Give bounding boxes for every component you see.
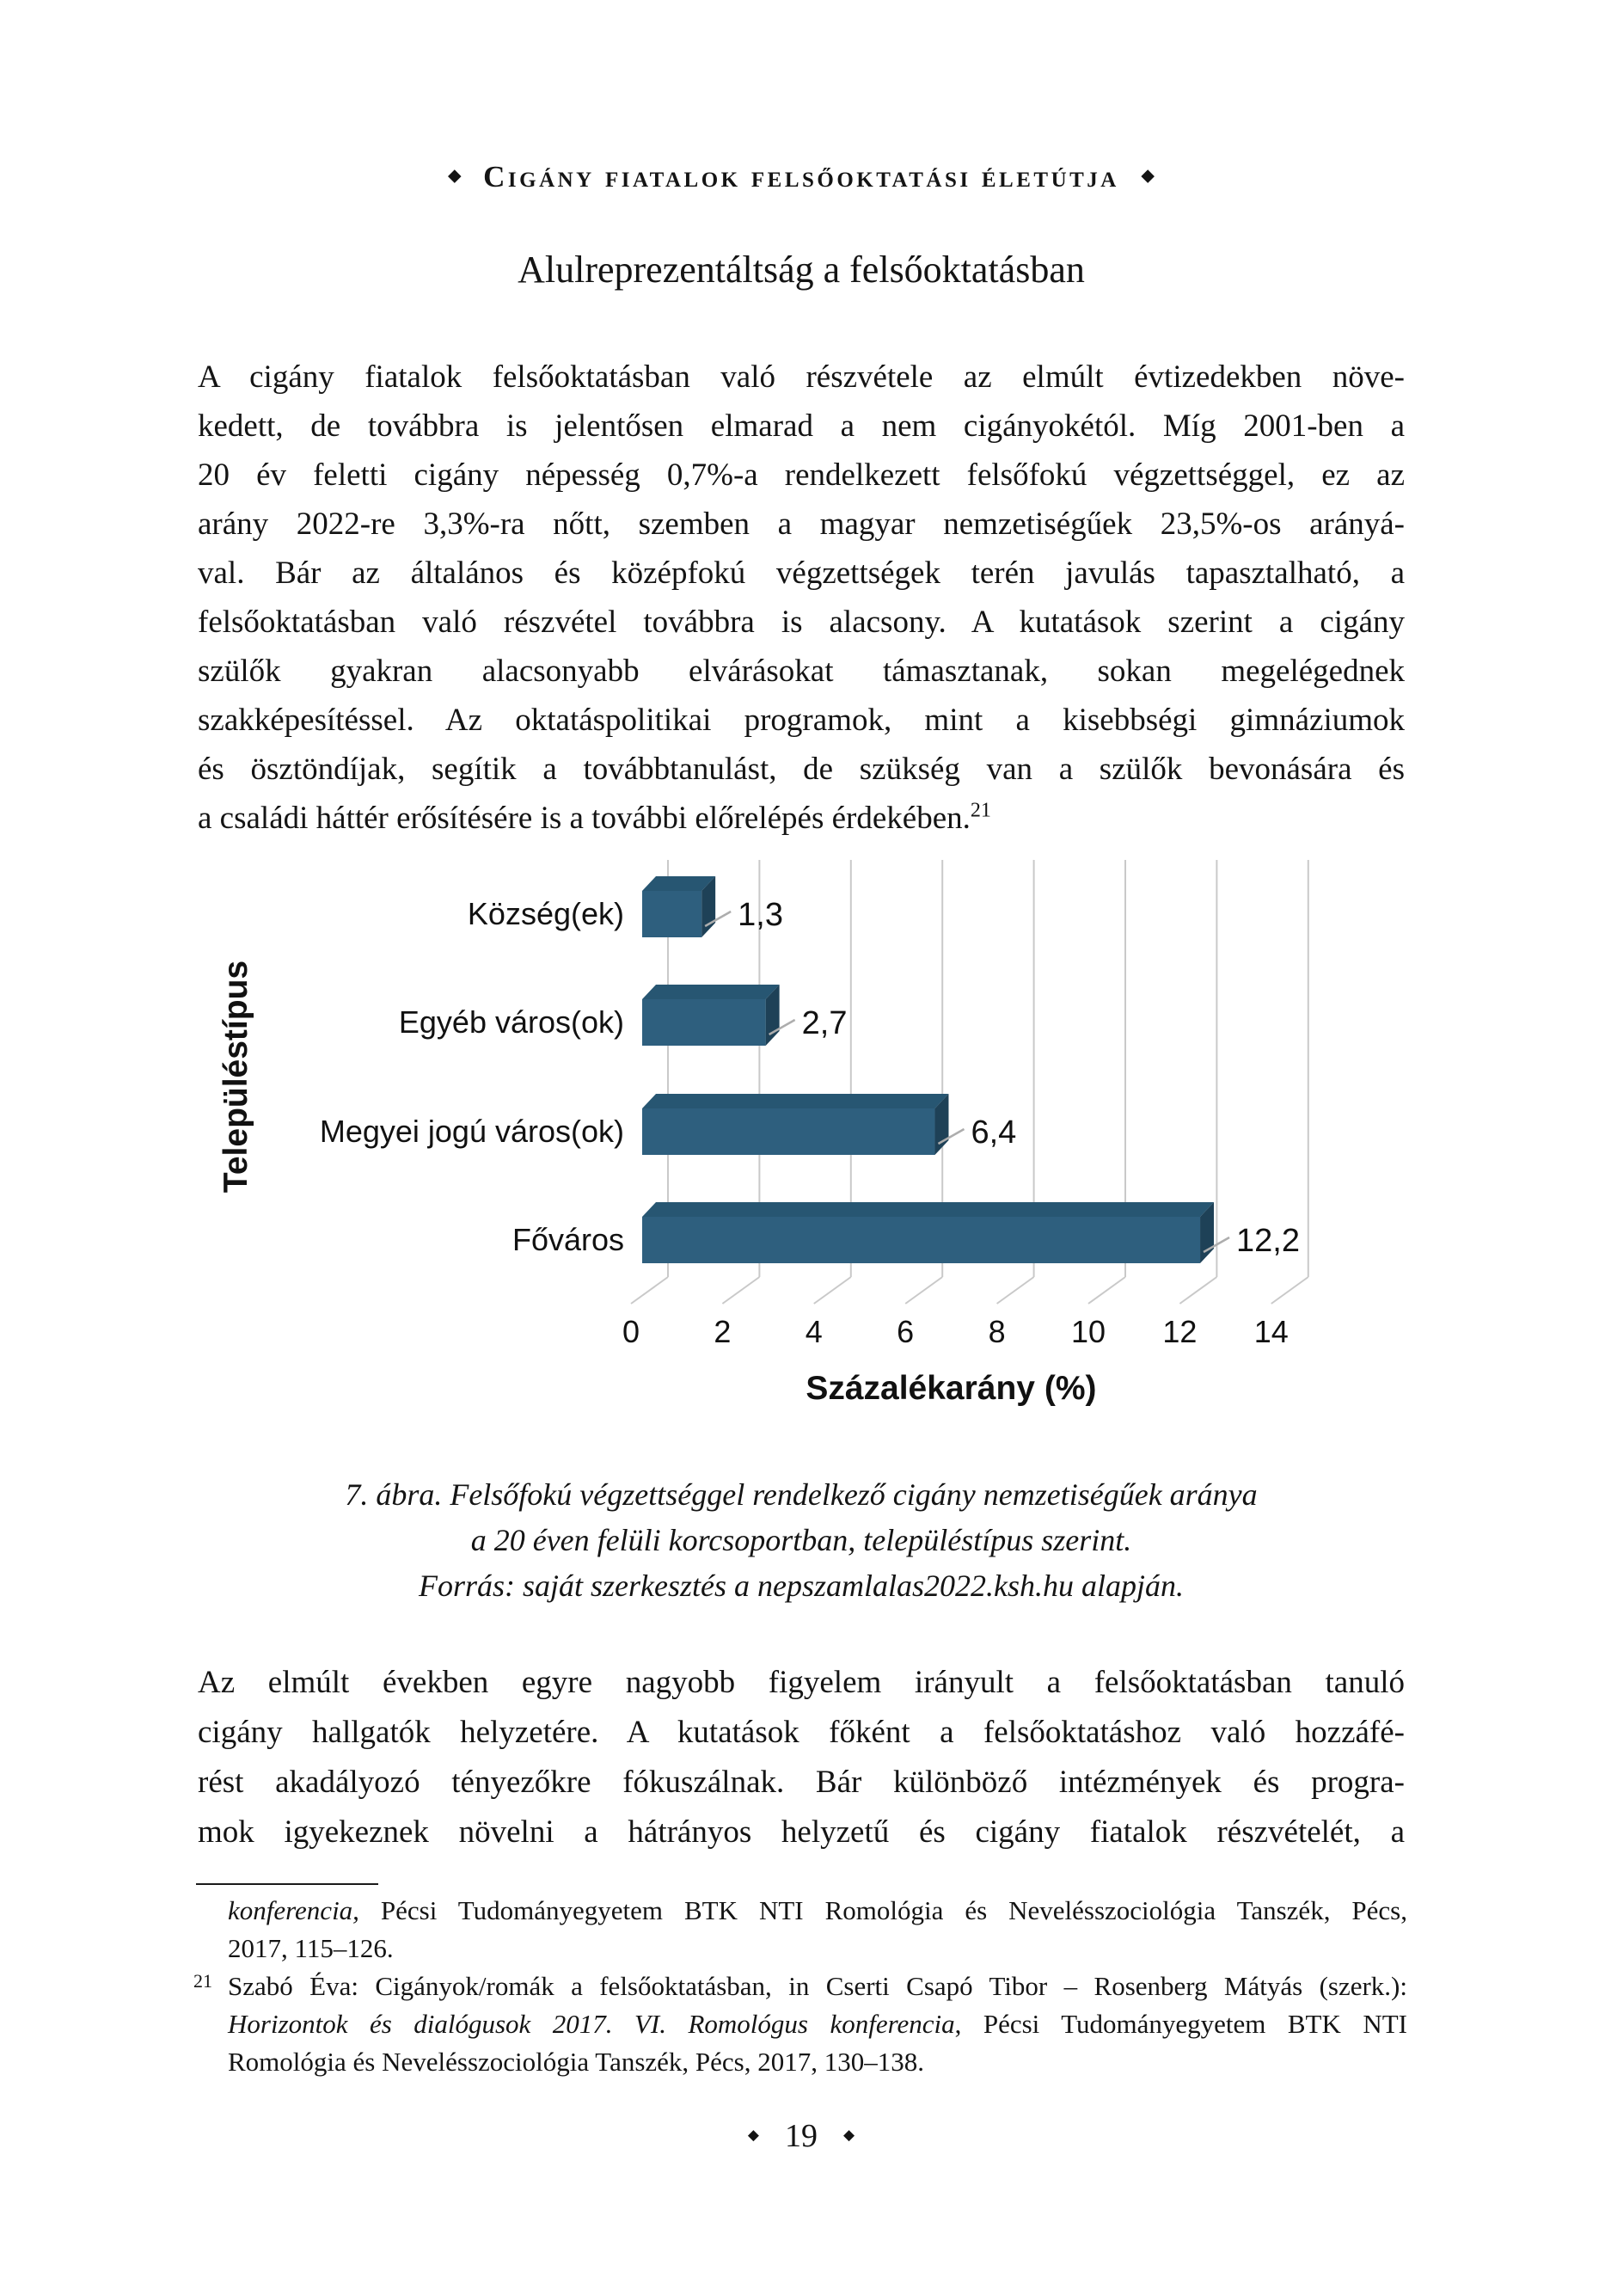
gridline-floor bbox=[814, 1277, 851, 1304]
footnote-marker: 21 bbox=[193, 1970, 212, 1992]
footnote-reference: 21 bbox=[970, 799, 991, 822]
category-label: Község(ek) bbox=[467, 896, 624, 931]
footnote-text: Pécsi Tudományegyetem BTK NTI Romológia és Nevelésszociológia Tanszék, Pécs, bbox=[358, 1895, 1407, 1925]
category-label: Főváros bbox=[512, 1222, 624, 1257]
caption-line: 7. ábra. Felsőfokú végzettséggel rendelkező cigány nemzetiségűek aránya bbox=[345, 1477, 1258, 1512]
paragraph-line-text: a családi háttér erősítésére is a további előrelépés érdekében. bbox=[198, 801, 971, 836]
paragraph-line: szakképesítéssel. Az oktatáspolitikai programok, mint a kisebbségi gimnáziumok bbox=[198, 703, 1405, 738]
paragraph-line: cigány hallgatók helyzetére. A kutatások főként a felsőoktatáshoz való hozzáfé- bbox=[198, 1715, 1405, 1750]
paragraph-line: mok igyekeznek növelni a hátrányos helyzetű és cigány fiatalok részvételét, a bbox=[198, 1814, 1405, 1850]
footnote-italic-text: konferencia, bbox=[228, 1895, 359, 1925]
paragraph-line bbox=[198, 794, 1405, 843]
x-tick-label: 2 bbox=[714, 1314, 732, 1349]
paragraph-line: A cigány fiatalok felsőoktatásban való részvétele az elmúlt évtizedekben növe- bbox=[198, 359, 1405, 395]
bar-2 bbox=[642, 1108, 934, 1155]
paragraph-line: 20 év feletti cigány népesség 0,7%-a rendelkezett felsőfokú végzettséggel, ez az bbox=[198, 457, 1405, 493]
x-tick-label: 4 bbox=[805, 1314, 823, 1349]
paragraph-line: kedett, de továbbra is jelentősen elmarad a nem cigányokétól. Míg 2001-ben a bbox=[198, 408, 1405, 444]
data-label: 12,2 bbox=[1236, 1223, 1301, 1259]
x-tick-label: 12 bbox=[1162, 1314, 1198, 1349]
footnote-line: Romológia és Nevelésszociológia Tanszék, Pécs, 2017, 130–138. bbox=[228, 2047, 924, 2077]
footnote-21 bbox=[193, 1968, 1407, 2005]
x-tick-label: 6 bbox=[897, 1314, 915, 1349]
section-title: Alulreprezentáltság a felsőoktatásban bbox=[518, 249, 1085, 291]
gridline-floor bbox=[997, 1277, 1034, 1304]
gridline-floor bbox=[1088, 1277, 1125, 1304]
paragraph-line: és ösztöndíjak, segítik a továbbtanulást, de szükség van a szülők bevonására és bbox=[198, 752, 1405, 787]
figure-caption bbox=[198, 1472, 1405, 1609]
gridline-floor bbox=[1179, 1277, 1216, 1304]
paragraph-2 bbox=[198, 1658, 1405, 1857]
footnote-line bbox=[228, 2005, 1407, 2043]
page-number bbox=[198, 2117, 1405, 2155]
x-axis-title: Százalékarány (%) bbox=[806, 1370, 1097, 1407]
bar-top-face bbox=[642, 1202, 1214, 1217]
paragraph-line: rést akadályozó tényezőkre fókuszálnak. Bár különböző intézmények és progra- bbox=[198, 1765, 1405, 1800]
diamond-icon: ◆ bbox=[1141, 166, 1155, 185]
caption-line: a 20 éven felüli korcsoportban, településtípus szerint. bbox=[470, 1523, 1132, 1557]
running-head bbox=[198, 160, 1405, 194]
bar-1 bbox=[642, 999, 766, 1046]
gridline-floor bbox=[722, 1277, 759, 1304]
figure-chart bbox=[198, 856, 1350, 1423]
bar-top-face bbox=[642, 1094, 948, 1108]
page-number-value: 19 bbox=[785, 2118, 818, 2154]
x-tick-label: 14 bbox=[1253, 1314, 1289, 1349]
category-label: Egyéb város(ok) bbox=[398, 1004, 624, 1040]
gridline-floor bbox=[905, 1277, 942, 1304]
footnote-text: Szabó Éva: Cigányok/romák a felsőoktatásban, in Cserti Csapó Tibor – Rosenberg Mátyás (szerk.): bbox=[228, 1971, 1407, 2001]
footnote-separator bbox=[196, 1883, 378, 1885]
diamond-icon: ◆ bbox=[843, 2126, 855, 2143]
footnote-20-continuation bbox=[228, 1892, 1407, 1930]
x-tick-label: 10 bbox=[1070, 1314, 1106, 1349]
bar-top-face bbox=[642, 985, 780, 999]
footnote-text: , Pécsi Tudományegyetem BTK NTI bbox=[954, 2009, 1407, 2039]
x-tick-label: 0 bbox=[622, 1314, 640, 1349]
bar-0 bbox=[642, 891, 701, 937]
gridline-floor bbox=[1271, 1277, 1308, 1304]
paragraph-line: arány 2022-re 3,3%-ra nőtt, szemben a magyar nemzetiségűek 23,5%-os arányá- bbox=[198, 506, 1405, 542]
caption-line: Forrás: saját szerkesztés a nepszamlalas2022.ksh.hu alapján. bbox=[419, 1569, 1184, 1603]
data-label: 1,3 bbox=[738, 897, 783, 933]
bar-chart-svg bbox=[198, 856, 1350, 1423]
bar-3 bbox=[642, 1217, 1200, 1263]
x-tick-label: 8 bbox=[988, 1314, 1006, 1349]
category-label: Megyei jogú város(ok) bbox=[319, 1114, 624, 1149]
footnote-line: 2017, 115–126. bbox=[228, 1933, 394, 1963]
diamond-icon: ◆ bbox=[747, 2126, 759, 2143]
paragraph-line: val. Bár az általános és középfokú végzettségek terén javulás tapasztalható, a bbox=[198, 556, 1405, 591]
paragraph-line: Az elmúlt években egyre nagyobb figyelem irányult a felsőoktatásban tanuló bbox=[198, 1665, 1405, 1700]
paragraph-line: szülők gyakran alacsonyabb elvárásokat támasztanak, sokan megelégednek bbox=[198, 654, 1405, 689]
running-head-title: Cigány fiatalok felsőoktatási életútja bbox=[483, 160, 1119, 193]
data-label: 2,7 bbox=[801, 1005, 848, 1041]
y-axis-title: Településtípus bbox=[217, 960, 254, 1194]
paragraph-1 bbox=[198, 353, 1405, 843]
footnote-italic-text: Horizontok és dialógusok 2017. VI. Romológus konferencia bbox=[228, 2009, 955, 2039]
data-label: 6,4 bbox=[971, 1114, 1017, 1151]
paragraph-line: felsőoktatásban való részvétel továbbra is alacsony. A kutatások szerint a cigány bbox=[198, 605, 1405, 640]
footnotes bbox=[193, 1892, 1407, 2081]
diamond-icon: ◆ bbox=[448, 166, 462, 185]
gridline-floor bbox=[631, 1277, 668, 1304]
